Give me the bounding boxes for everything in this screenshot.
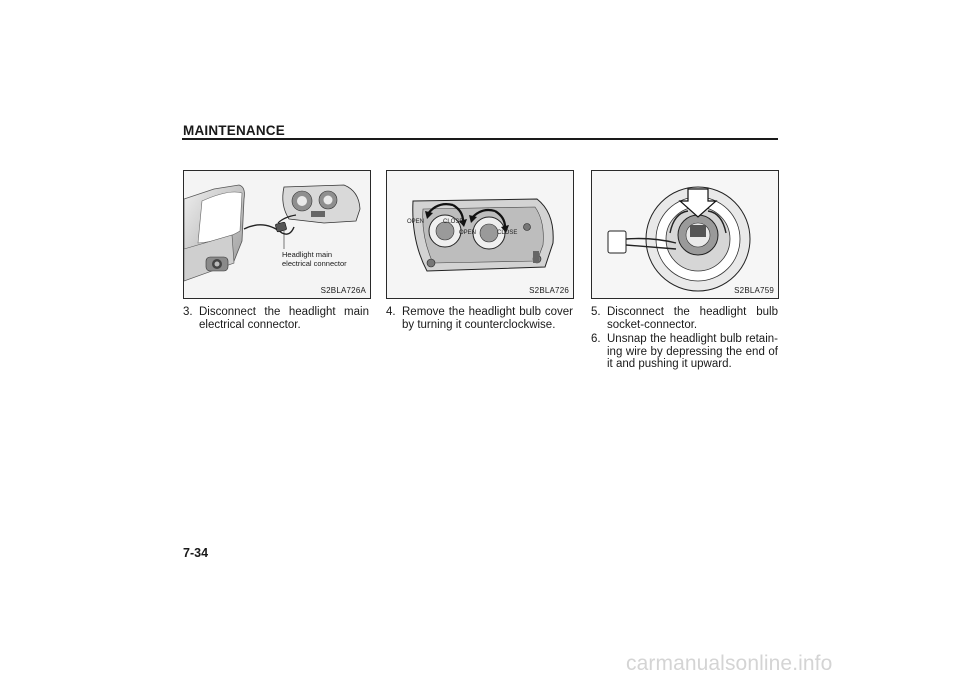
label-close-left: CLOSE [443,219,464,225]
step-5 [591,306,778,331]
figure-headlight-connector [183,170,371,299]
label-close-right: CLOSE [497,230,518,236]
figure-code: S2BLA726 [529,286,569,295]
bulb-socket-illustration [592,171,778,298]
step-number: 5. [591,306,601,318]
page-number: 7-34 [183,546,209,560]
step-text: Remove the headlight bulb cover by turning it counterclockwise. [402,306,573,331]
figure-bulb-socket [591,170,779,299]
step-4 [386,306,573,331]
step-number: 6. [591,333,601,345]
label-open-left: OPEN [407,219,425,225]
step-number: 3. [183,306,193,318]
step-number: 4. [386,306,396,318]
headlight-connector-illustration [184,171,370,298]
header-title: MAINTENANCE [183,123,285,138]
callout-headlight-connector [282,250,347,268]
figure-bulb-cover [386,170,574,299]
figure-code: S2BLA759 [734,286,774,295]
figure-code: S2BLA726A [320,286,366,295]
step-text: Disconnect the headlight main electrical connector. [199,306,369,331]
step-text: Disconnect the headlight bulb socket-connector. [607,306,778,331]
bulb-cover-illustration [387,171,573,298]
step-3 [183,306,369,331]
header-rule [182,138,778,140]
step-text: Unsnap the headlight bulb retain-ing wire by depressing the end of it and pushing it upward. [607,333,778,370]
step-6 [591,333,778,371]
watermark-text[interactable]: carmanualsonline.info [626,652,833,675]
label-open-right: OPEN [459,230,477,236]
callout-line-2: electrical connector [282,259,347,268]
callout-line-1: Headlight main [282,250,333,259]
